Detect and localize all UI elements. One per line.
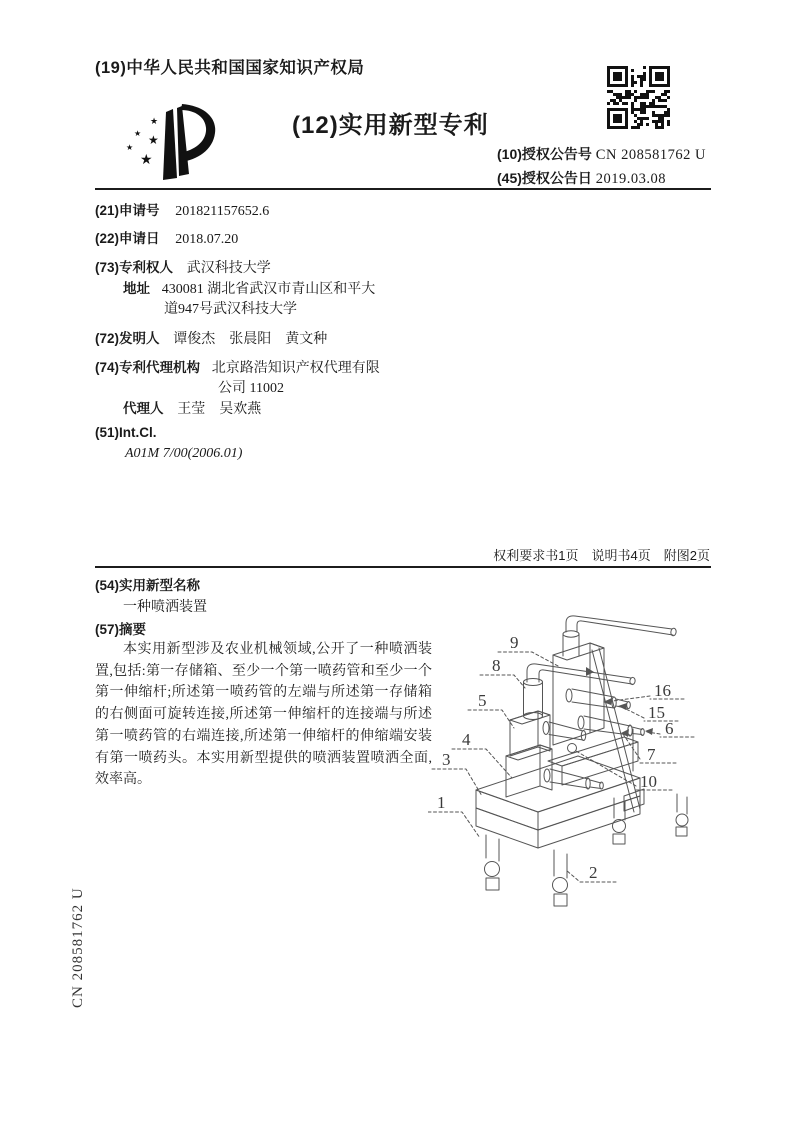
figure-label-9: 9	[510, 633, 519, 652]
figure-spray-arm-bottom	[544, 769, 603, 789]
agency-label: (74)专利代理机构	[95, 360, 201, 375]
figure-label-16: 16	[654, 681, 671, 700]
logo-star-icon: ★	[126, 143, 134, 152]
figure-label-10: 10	[640, 772, 657, 791]
utility-name-label: (54)实用新型名称	[95, 578, 201, 593]
application-number-row	[95, 199, 269, 220]
app-no-label: (21)申请号	[95, 203, 160, 218]
figure-label-7: 7	[647, 745, 656, 764]
issuing-office: (19)中华人民共和国国家知识产权局	[95, 59, 365, 77]
figure-tank-4	[506, 745, 540, 797]
inventors-value: 谭俊杰 张晨阳 黄文种	[173, 332, 328, 347]
publication-date-row	[497, 168, 666, 188]
pub-date-value: 2019.03.08	[595, 171, 667, 187]
header-divider	[95, 188, 711, 190]
logo-bar-left	[163, 109, 177, 180]
figure-label-1: 1	[437, 793, 446, 812]
agent-row	[123, 397, 261, 418]
figure-label-4: 4	[462, 730, 471, 749]
agency-row	[95, 356, 380, 377]
figure-caster-wheels	[485, 794, 689, 906]
agent-value: 王莹 吴欢燕	[177, 402, 262, 417]
figure-label-15: 15	[648, 703, 665, 722]
application-date-row	[95, 227, 238, 248]
address-line2: 道947号武汉科技大学	[164, 302, 297, 317]
patent-figure	[428, 598, 728, 908]
pub-no-value: CN 208581762 U	[595, 147, 706, 163]
utility-name-value: 一种喷洒装置	[123, 598, 207, 614]
inventors-label: (72)发明人	[95, 331, 160, 346]
figure-spray-pipe	[527, 664, 631, 682]
mid-divider	[95, 566, 711, 568]
logo-star-icon: ★	[148, 133, 159, 147]
qr-code	[607, 66, 670, 129]
figure-spray-arm-mid	[578, 716, 644, 736]
agency-line1: 北京路浩知识产权代理有限	[211, 361, 380, 376]
figure-label-8: 8	[492, 656, 501, 675]
app-date-value: 2018.07.20	[175, 232, 239, 247]
address-label: 地址	[123, 281, 150, 296]
figure-label-6: 6	[665, 719, 674, 738]
abstract-text: 本实用新型涉及农业机械领域,公开了一种喷洒装置,包括:第一存储箱、至少一个第一喷药管和至少一个第一伸缩杆;所述第一喷药管的左端与所述第一存储箱的右侧面可旋转连接,所述第一伸缩杆的连接端与所述第一喷药管的右端连接,所述第一伸缩杆的伸缩端安装有第一喷药头。本实用新型提供的喷洒装置喷洒全面,效率高。	[95, 642, 432, 788]
intcl-label: (51)Int.Cl.	[95, 425, 157, 440]
side-document-code: CN 208581762 U	[70, 887, 86, 1008]
figure-label-2: 2	[589, 863, 598, 882]
inventors-row	[95, 327, 327, 348]
patentee-value: 武汉科技大学	[186, 261, 271, 276]
address-row	[123, 277, 375, 298]
app-date-label: (22)申请日	[95, 231, 160, 246]
figure-spray-arm-left	[543, 722, 586, 741]
figure-knob	[568, 744, 577, 753]
figure-label-5: 5	[478, 691, 487, 710]
pub-date-label: (45)授权公告日	[497, 170, 592, 186]
patentee-label: (73)专利权人	[95, 260, 174, 275]
leader-arrowheads	[603, 698, 653, 737]
app-no-value: 201821157652.6	[175, 204, 270, 219]
pub-no-label: (10)授权公告号	[497, 146, 592, 162]
address-line1: 430081 湖北省武汉市青山区和平大	[161, 282, 376, 297]
logo-star-icon: ★	[150, 116, 159, 126]
pages-info: 权利要求书1页 说明书4页 附图2页	[493, 548, 710, 563]
figure-nozzle-8	[524, 679, 543, 686]
logo-p-bowl	[180, 104, 215, 162]
cnipa-logo	[126, 98, 226, 186]
logo-star-icon: ★	[140, 151, 153, 167]
intcl-value: A01M 7/00(2006.01)	[125, 446, 243, 461]
figure-label-3: 3	[442, 750, 451, 769]
figure-rear-nozzle	[563, 631, 579, 637]
patentee-row	[95, 256, 271, 277]
logo-star-icon: ★	[134, 129, 142, 138]
agent-label: 代理人	[123, 401, 164, 416]
document-type-title: (12)实用新型专利	[292, 112, 489, 139]
figure-handle-pipe	[566, 616, 672, 632]
publication-number-row	[497, 144, 706, 164]
agency-line2: 公司 11002	[218, 381, 284, 396]
abstract-label: (57)摘要	[95, 622, 147, 637]
logo-bar-right	[177, 106, 189, 176]
